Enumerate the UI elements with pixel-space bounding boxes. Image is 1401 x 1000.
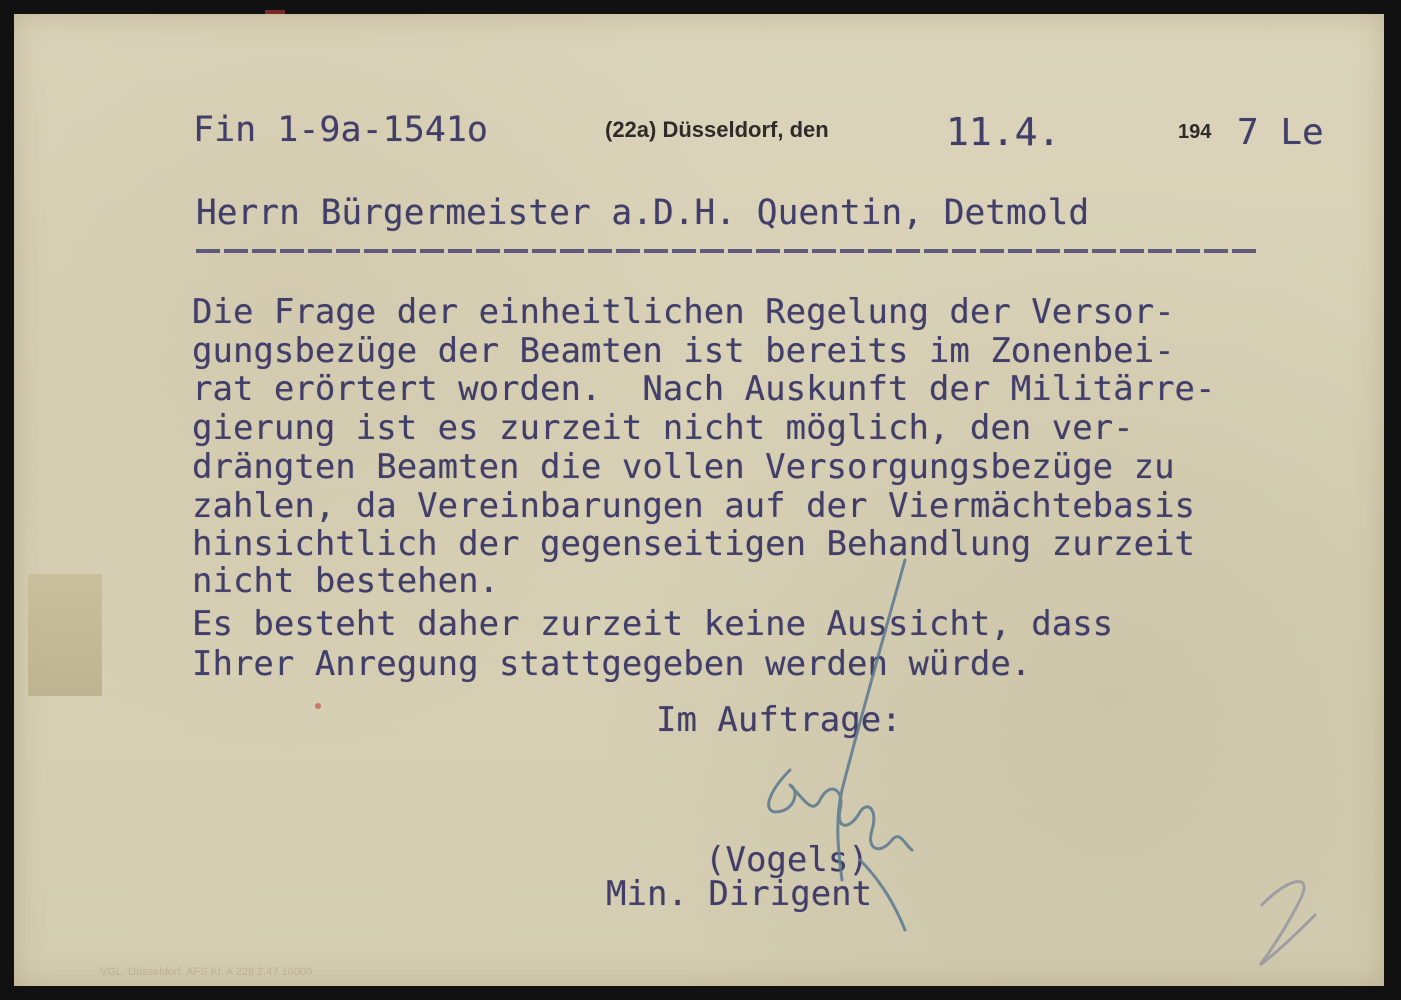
body-line: drängten Beamten die vollen Versorgungsbezüge zu [192,447,1175,487]
corner-initial [1260,881,1315,965]
body-line: Die Frage der einheitlichen Regelung der Versor- [192,292,1175,332]
date-day-month: 11.4. [946,110,1061,154]
date-year-suffix: 7 Le [1237,112,1324,153]
red-ink-speck [315,703,321,709]
red-ink-mark [265,10,285,14]
signature [769,770,912,850]
footer-print: VGL. Düsseldorf. AFS Kl. A 228 2.47 10000 [100,966,313,978]
printed-place-line: (22a) Düsseldorf, den [605,117,829,142]
signature-tail [860,860,905,930]
reference-number: Fin 1-9a-1541o [193,110,489,150]
signatory-title: Min. Dirigent [606,874,873,914]
body-line: Ihrer Anregung stattgegeben werden würde. [192,644,1032,684]
body-line: Es besteht daher zurzeit keine Aussicht, dass [192,604,1114,644]
printed-year-prefix: 194 [1178,121,1212,143]
body-line: zahlen, da Vereinbarungen auf der Viermächtebasis [192,486,1196,526]
body-line: rat erörtert worden. Nach Auskunft der Militärre- [192,369,1216,409]
signatory-name: (Vogels) [705,840,869,880]
body-line: hinsichtlich der gegenseitigen Behandlung zurzeit [192,524,1196,564]
body-line: gungsbezüge der Beamten ist bereits im Zonenbei- [192,331,1175,371]
closing-salutation: Im Auftrage: [656,700,902,740]
recipient-line: Herrn Bürgermeister a.D.H. Quentin, Detmold [196,193,1090,233]
body-line: nicht bestehen. [192,561,500,601]
body-line: gierung ist es zurzeit nicht möglich, den ver- [192,408,1134,448]
